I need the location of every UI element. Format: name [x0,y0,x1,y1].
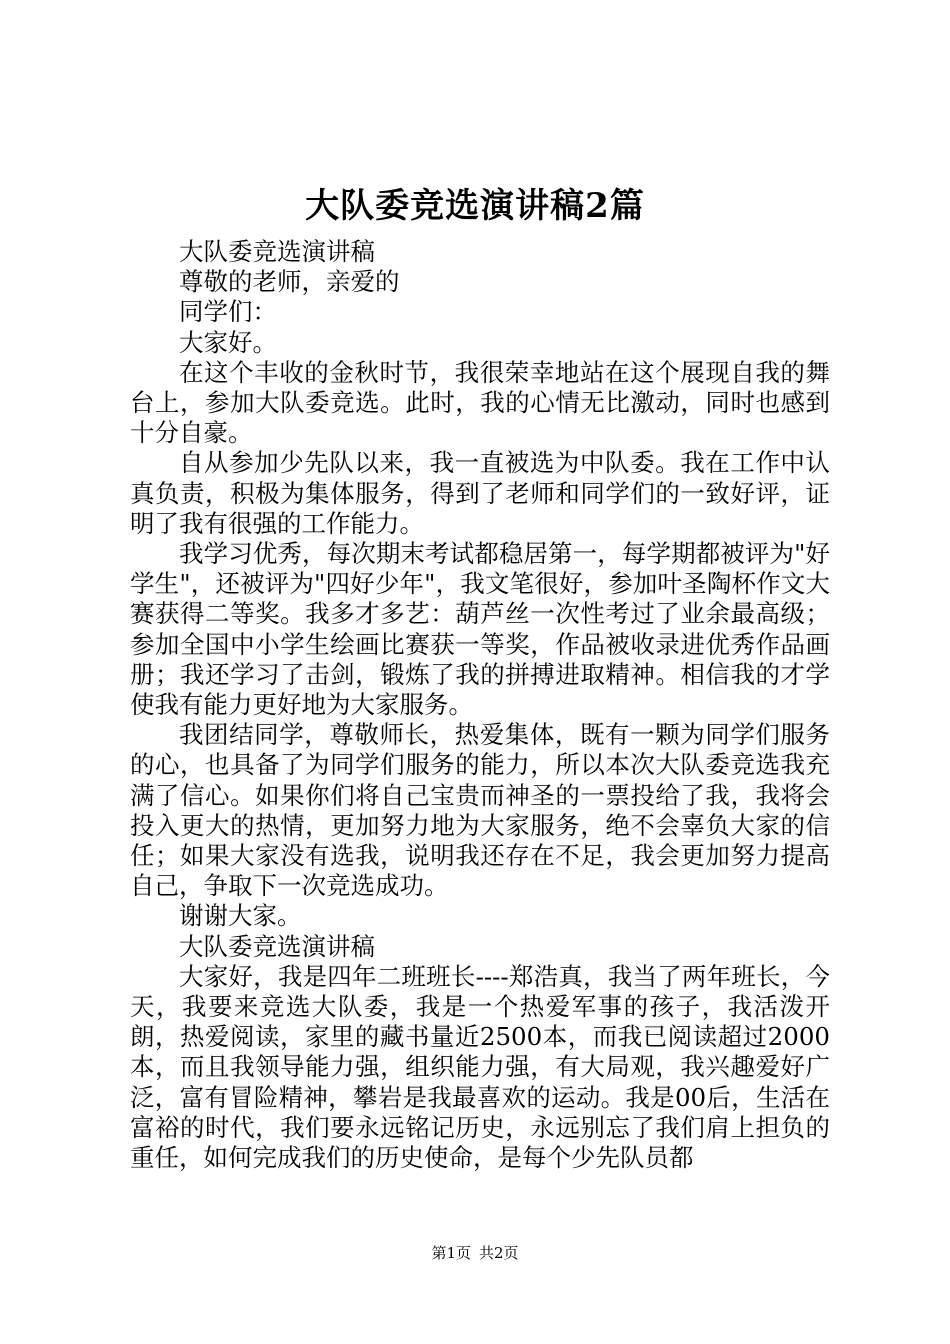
paragraph: 我团结同学，尊敬师长，热爱集体，既有一颗为同学们服务的心，也具备了为同学们服务的能力，所以本次大队委竞选我充满了信心。如果你们将自己宝贵而神圣的一票投给了我，我将会投入更大的热情，更加努力地为大家服务，绝不会辜负大家的信任；如果大家没有选我，说明我还存在不足，我会更加努力提高自己，争取下一次竞选成功。 [130,720,830,901]
page-number: 第1页 [431,1244,471,1262]
paragraph: 大家好。 [179,327,277,357]
paragraph: 自从参加少先队以来，我一直被选为中队委。我在工作中认真负责，积极为集体服务，得到了老师和同学们的一致好评，证明了我有很强的工作能力。 [130,448,830,538]
document-body [130,237,830,1173]
page-footer [0,1243,950,1263]
page-total: 共2页 [479,1244,519,1262]
paragraph: 谢谢大家。 [179,901,302,931]
paragraph: 在这个丰收的金秋时节，我很荣幸地站在这个展现自我的舞台上，参加大队委竞选。此时，我的心情无比激动，同时也感到十分自豪。 [130,357,830,448]
document-title: 大队委竞选演讲稿2篇 [305,186,645,226]
paragraph: 同学们： [179,297,277,327]
paragraph: 尊敬的老师，亲爱的 [179,267,400,297]
paragraph: 大队委竞选演讲稿 [179,931,375,961]
paragraph: 大队委竞选演讲稿 [179,237,375,266]
paragraph: 我学习优秀，每次期末考试都稳居第一，每学期都被评为"好学生"，还被评为"四好少年"，我文笔很好，参加叶圣陶杯作文大赛获得二等奖。我多才多艺：葫芦丝一次性考过了业余最高级；参加全国中小学生绘画比赛获一等奖，作品被收录进优秀作品画册；我还学习了击剑，锻炼了我的拼搏进取精神。相信我的才学使我有能力更好地为大家服务。 [130,539,830,720]
paragraph: 大家好，我是四年二班班长----郑浩真，我当了两年班长，今天，我要来竞选大队委，我是一个热爱军事的孩子，我活泼开朗，热爱阅读，家里的藏书量近2500本，而我已阅读超过2000本，而且我领导能力强，组织能力强，有大局观，我兴趣爱好广泛，富有冒险精神，攀岩是我最喜欢的运动。我是00后，生活在富裕的时代，我们要永远铭记历史，永远别忘了我们肩上担负的重任，如何完成我们的历史使命，是每个少先队员都 [130,961,830,1173]
